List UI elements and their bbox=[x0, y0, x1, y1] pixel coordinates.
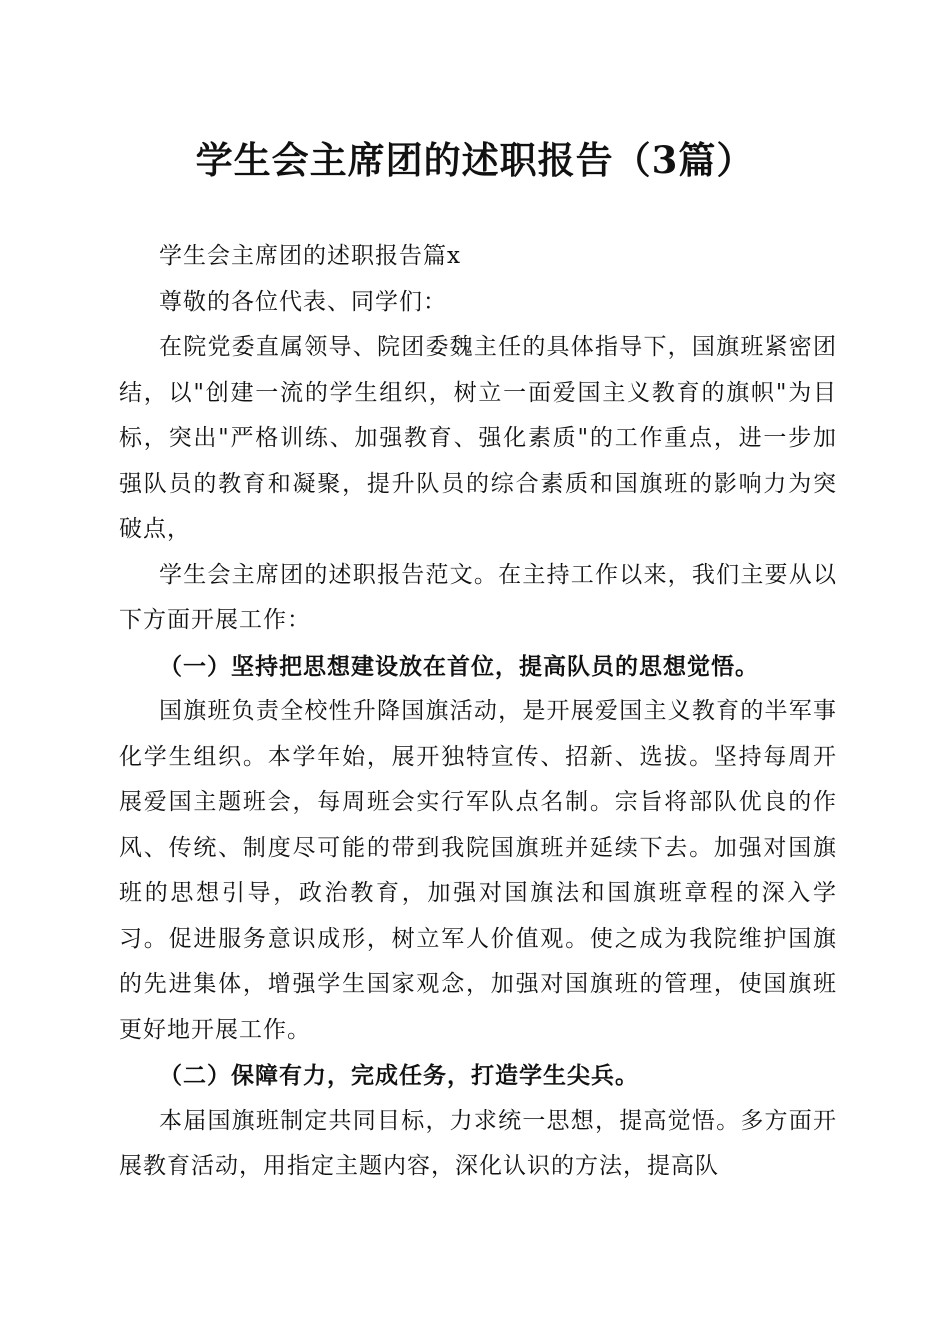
paragraph-section-2: 本届国旗班制定共同目标，力求统一思想，提高觉悟。多方面开展教育活动，用指定主题内容，深化认识的方法，提高队 bbox=[119, 1107, 837, 1179]
paragraph-subtitle: 学生会主席团的述职报告篇x bbox=[159, 243, 461, 269]
section-heading-2: （二）保障有力，完成任务，打造学生尖兵。 bbox=[159, 1062, 639, 1089]
paragraph-overview: 学生会主席团的述职报告范文。在主持工作以来，我们主要从以下方面开展工作： bbox=[119, 561, 837, 633]
paragraph-intro: 在院党委直属领导、院团委魏主任的具体指导下，国旗班紧密团结，以"创建一流的学生组织，树立一面爱国主义教育的旗帜"为目标，突出"严格训练、加强教育、强化素质"的工作重点，进一步加强队员的教育和凝聚，提升队员的综合素质和国旗班的影响力为突破点， bbox=[119, 334, 837, 542]
section-heading-1: （一）坚持把思想建设放在首位，提高队员的思想觉悟。 bbox=[159, 652, 759, 680]
paragraph-salutation: 尊敬的各位代表、同学们： bbox=[159, 288, 447, 315]
paragraph-section-1: 国旗班负责全校性升降国旗活动，是开展爱国主义教育的半军事化学生组织。本学年始，展开独特宣传、招新、选拔。坚持每周开展爱国主题班会，每周班会实行军队点名制。宗旨将部队优良的作风、传统、制度尽可能的带到我院国旗班并延续下去。加强对国旗班的思想引导，政治教育，加强对国旗法和国旗班章程的深入学习。促进服务意识成形，树立军人价值观。使之成为我院维护国旗的先进集体，增强学生国家观念，加强对国旗班的管理，使国旗班更好地开展工作。 bbox=[119, 698, 837, 1043]
document-title: 学生会主席团的述职报告（3篇） bbox=[195, 138, 755, 182]
document-body bbox=[119, 234, 837, 1190]
